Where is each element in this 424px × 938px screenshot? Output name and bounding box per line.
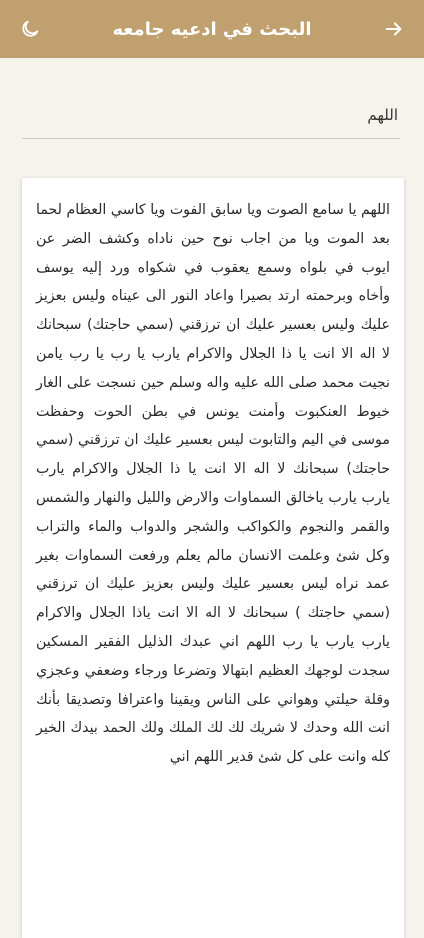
search-input[interactable] <box>22 92 400 138</box>
arrow-right-icon <box>383 18 405 40</box>
dua-text: اللهم يا سامع الصوت ويا سابق الفوت ويا كاسي العظام لحما بعد الموت ويا من اجاب نوح حين ناداه وكشف الضر عن ايوب في بلواه وسمع يعقوب في شكواه ورد إليه يوسف وأخاه وبرحمته ارتد بصيرا واعاد النور الى عيناه وليس بعزيز عليك وليس بعسير عليك ان ترزقني (سمي حاجتك) سبحانك لا اله الا انت يا ذا الجلال والاكرام يارب يا رب يا رب يامن نجيت محمد صلى الله عليه واله وسلم حين نسجت على الغار خيوط العنكبوت وأمنت يونس في بطن الحوت وحفظت موسى في اليم والتابوت ليس بعسير عليك ان ترزقني (سمي حاجتك) سبحانك لا اله الا انت يا ذا الجلال والاكرام يارب يارب يارب ياخالق السماوات والارض والليل والنهار والشمس والقمر والنجوم والكواكب والشجر والدواب والماء والتراب وكل شئ وعلمت الانسان مالم يعلم ورفعت السماوات بغير عمد نراه ليس بعسير عليك وليس بعزيز عليك ان ترزقني (سمي حاجتك ) سبحانك لا اله الا انت ياذا الجلال والاكرام يارب يارب يا رب اللهم اني عبدك الذليل الفقير المسكين سجدت لوجهك العظيم ابتهالا وتضرعا ورجاء وضعفي وعجزي وقلة حيلتي وهواني على الناس ويقينا واعترافا وتصديقا بأنك انت الله وحدك لا شريك لك لك الملك ولك الحمد بيدك الخير كله وانت على كل شئ قدير اللهم اني <box>36 202 390 766</box>
back-button[interactable] <box>378 13 410 45</box>
theme-toggle-button[interactable] <box>14 13 46 45</box>
search-field <box>22 92 400 139</box>
crescent-moon-icon <box>19 18 41 40</box>
app-bar <box>0 0 424 58</box>
page-title: البحث في ادعيه جامعه <box>112 18 312 40</box>
dua-card <box>22 178 404 938</box>
